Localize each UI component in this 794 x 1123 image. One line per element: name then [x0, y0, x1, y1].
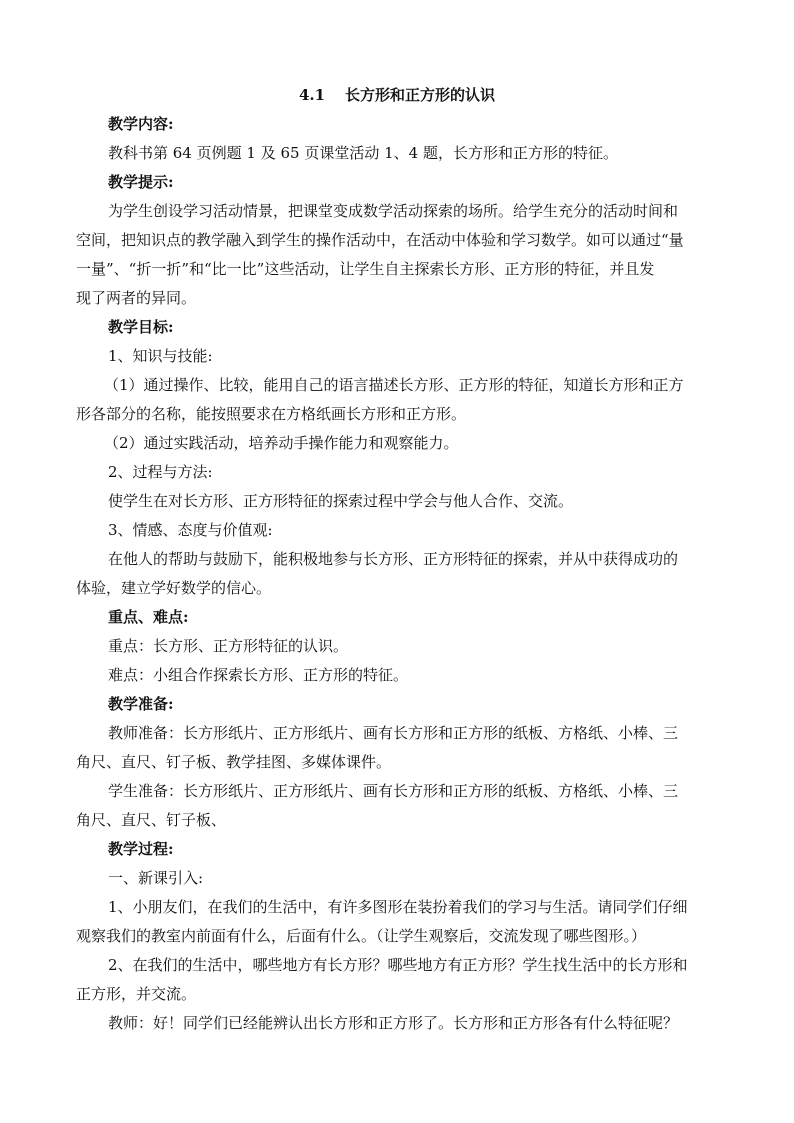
paragraph-line: 重点：长方形、正方形特征的认识。: [108, 637, 349, 655]
heading-content: 教学内容:: [108, 115, 174, 133]
paragraph-line: 现了两者的异同。: [76, 289, 197, 307]
paragraph-line: 一量”、“折一折”和“比一比”这些活动，让学生自主探索长方形、正方形的特征，并且发: [76, 260, 655, 278]
paragraph-line: 空间，把知识点的教学融入到学生的操作活动中，在活动中体验和学习数学。如可以通过“量: [76, 231, 684, 249]
paragraph-line: 角尺、直尺、钉子板、教学挂图、多媒体课件。: [76, 753, 392, 771]
heading-goals: 教学目标:: [108, 318, 174, 336]
paragraph-line: 难点：小组合作探索长方形、正方形的特征。: [108, 666, 409, 684]
paragraph-line: 在他人的帮助与鼓励下，能积极地参与长方形、正方形特征的探索，并从中获得成功的: [108, 550, 679, 568]
paragraph-line: 为学生创设学习活动情景，把课堂变成数学活动探索的场所。给学生充分的活动时间和: [108, 202, 679, 220]
heading-tips: 教学提示:: [108, 173, 174, 191]
paragraph-line: （1）通过操作、比较，能用自己的语言描述长方形、正方形的特征，知道长方形和正方: [104, 376, 684, 394]
paragraph-line: 观察我们的教室内前面有什么，后面有什么。（让学生观察后，交流发现了哪些图形。）: [76, 927, 647, 945]
paragraph-line: 形各部分的名称，能按照要求在方格纸画长方形和正方形。: [76, 405, 467, 423]
heading-keypoints: 重点、难点:: [108, 608, 189, 626]
paragraph-line: 1、小朋友们，在我们的生活中，有许多图形在装扮着我们的学习与生活。请同学们仔细: [108, 898, 688, 916]
subheading: 3、情感、态度与价值观:: [108, 521, 273, 539]
page-title: [0, 84, 794, 106]
subheading: 2、过程与方法:: [108, 463, 213, 481]
paragraph-line: 正方形，并交流。: [76, 985, 197, 1003]
paragraph-line: 学生准备：长方形纸片、正方形纸片、画有长方形和正方形的纸板、方格纸、小棒、三: [108, 782, 679, 800]
paragraph-line: 教师：好！同学们已经能辨认出长方形和正方形了。长方形和正方形各有什么特征呢？: [108, 1014, 679, 1032]
paragraph-line: 2、在我们的生活中，哪些地方有长方形？哪些地方有正方形？学生找生活中的长方形和: [108, 956, 688, 974]
section-number: 4.1: [298, 86, 326, 104]
paragraph-line: 角尺、直尺、钉子板、: [76, 811, 227, 829]
paragraph-line: 体验，建立学好数学的信心。: [76, 579, 272, 597]
title-text: 长方形和正方形的认识: [345, 86, 496, 104]
paragraph-line: 使学生在对长方形、正方形特征的探索过程中学会与他人合作、交流。: [108, 492, 574, 510]
subheading: 1、知识与技能:: [108, 347, 213, 365]
heading-process: 教学过程:: [108, 840, 174, 858]
subheading: 一、新课引入:: [108, 869, 204, 887]
heading-preparation: 教学准备:: [108, 695, 174, 713]
paragraph-line: 教科书第 64 页例题 1 及 65 页课堂活动 1、4 题，长方形和正方形的特征。: [108, 144, 618, 162]
paragraph-line: 教师准备：长方形纸片、正方形纸片、画有长方形和正方形的纸板、方格纸、小棒、三: [108, 724, 679, 742]
paragraph-line: （2）通过实践活动，培养动手操作能力和观察能力。: [104, 434, 459, 452]
